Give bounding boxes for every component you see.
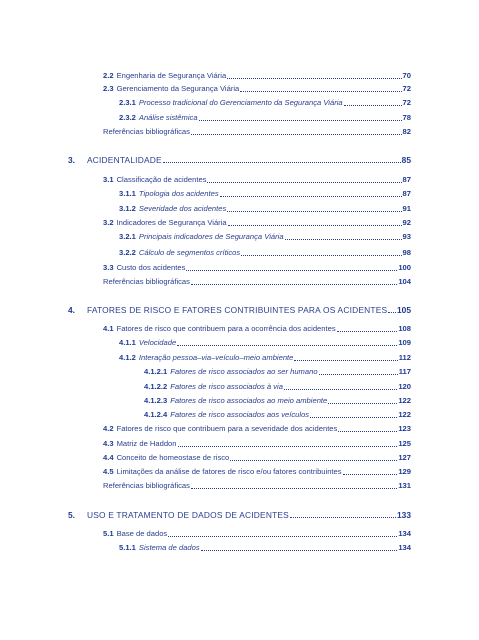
section-number: 4.1.2.2: [144, 382, 168, 391]
section-title: USO E TRATAMENTO DE DADOS DE ACIDENTES: [87, 510, 289, 520]
section-title: Matriz de Haddon: [116, 439, 177, 448]
section-title: Indicadores de Segurança Viária: [116, 218, 227, 227]
dot-leader: [163, 161, 401, 163]
toc-entry[interactable]: [144, 396, 411, 406]
toc-entry[interactable]: [119, 113, 411, 123]
toc-entry[interactable]: [103, 453, 411, 463]
dot-leader: [338, 430, 397, 432]
chapter-number: 5.: [68, 510, 75, 520]
toc-entry[interactable]: [103, 84, 411, 94]
dot-leader: [220, 195, 402, 197]
section-title: Cálculo de segmentos críticos: [138, 248, 241, 257]
section-title: Velocidade: [138, 338, 177, 347]
dot-leader: [199, 119, 402, 121]
toc-entry[interactable]: [119, 98, 411, 108]
dot-leader: [201, 549, 398, 551]
dot-leader: [290, 516, 396, 518]
toc-entry[interactable]: [103, 218, 411, 228]
page-number: 100: [398, 263, 411, 272]
section-title: Custo dos acidentes: [116, 263, 186, 272]
toc-entry[interactable]: [103, 529, 411, 539]
toc-entry[interactable]: [103, 439, 411, 449]
section-title: FATORES DE RISCO E FATORES CONTRIBUINTES PARA OS ACIDENTES: [87, 305, 388, 315]
dot-leader: [191, 283, 397, 285]
section-number: 5.1: [103, 529, 114, 538]
toc-chapter-entry[interactable]: [68, 305, 411, 315]
section-title: Fatores de risco que contribuem para a ocorrência dos acidentes: [116, 324, 336, 333]
toc-entry[interactable]: [119, 338, 411, 348]
page-number: 127: [398, 453, 411, 462]
toc-entry[interactable]: [119, 353, 411, 363]
page-number: 72: [402, 84, 411, 93]
dot-leader: [191, 487, 397, 489]
section-title: ACIDENTALIDADE: [87, 155, 162, 165]
section-title: Base de dados: [116, 529, 168, 538]
dot-leader: [230, 459, 397, 461]
toc-entry[interactable]: [103, 481, 411, 491]
section-number: 3.2.2: [119, 248, 136, 257]
section-number: 4.1.2.4: [144, 410, 168, 419]
section-title: Gerenciamento da Segurança Viária: [116, 84, 240, 93]
page-number: 109: [398, 338, 411, 347]
page-number: 125: [398, 439, 411, 448]
section-title: Fatores de risco associados aos veículos: [170, 410, 310, 419]
dot-leader: [177, 344, 397, 346]
section-number: 4.1.2.1: [144, 367, 168, 376]
toc-entry[interactable]: [103, 127, 411, 137]
dot-leader: [344, 104, 402, 106]
dot-leader: [285, 238, 402, 240]
section-title: Limitações da análise de fatores de risco e/ou fatores contribuintes: [116, 467, 342, 476]
dot-leader: [227, 210, 401, 212]
section-title: Fatores de risco associados ao ser humano: [170, 367, 318, 376]
section-number: 2.2: [103, 71, 114, 80]
section-title: Tipologia dos acidentes: [138, 189, 219, 198]
page-number: 134: [398, 543, 411, 552]
section-title: Processo tradicional do Gerenciamento da Segurança Viária: [138, 98, 343, 107]
page-number: 112: [398, 353, 411, 362]
section-number: 4.1: [103, 324, 114, 333]
section-number: 3.1.2: [119, 204, 136, 213]
page-number: 91: [402, 204, 411, 213]
page-number: 78: [402, 113, 411, 122]
section-title: Fatores de risco associados ao meio ambiente: [170, 396, 328, 405]
section-title: Severidade dos acidentes: [138, 204, 227, 213]
section-title: Referências bibliográficas: [103, 127, 190, 136]
page-number: 105: [397, 305, 411, 315]
page-number: 117: [398, 367, 411, 376]
toc-entry[interactable]: [103, 175, 411, 185]
section-title: Fatores de risco associados à via: [170, 382, 283, 391]
section-number: 4.4: [103, 453, 114, 462]
section-number: 4.2: [103, 424, 114, 433]
dot-leader: [178, 445, 398, 447]
page-number: 87: [402, 189, 411, 198]
dot-leader: [240, 90, 401, 92]
chapter-number: 4.: [68, 305, 75, 315]
section-number: 2.3: [103, 84, 114, 93]
toc-entry[interactable]: [144, 410, 411, 420]
dot-leader: [241, 254, 401, 256]
page-number: 123: [398, 424, 411, 433]
section-number: 4.5: [103, 467, 114, 476]
page-number: 134: [398, 529, 411, 538]
page-number: 82: [402, 127, 411, 136]
section-number: 3.3: [103, 263, 114, 272]
section-title: Referências bibliográficas: [103, 277, 190, 286]
section-number: 5.1.1: [119, 543, 136, 552]
page-number: 122: [398, 410, 411, 419]
dot-leader: [227, 77, 401, 79]
toc-entry[interactable]: [103, 424, 411, 434]
page-number: 131: [398, 481, 411, 490]
toc-entry[interactable]: [103, 263, 411, 273]
section-number: 4.1.2: [119, 353, 136, 362]
page-number: 87: [402, 175, 411, 184]
page-number: 85: [401, 155, 411, 165]
section-number: 2.3.1: [119, 98, 136, 107]
dot-leader: [284, 388, 397, 390]
page-number: 92: [402, 218, 411, 227]
toc-entry[interactable]: [103, 71, 411, 81]
toc-entry[interactable]: [119, 543, 411, 553]
dot-leader: [328, 402, 397, 404]
section-title: Conceito de homeostase de risco: [116, 453, 230, 462]
section-number: 4.3: [103, 439, 114, 448]
page-number: 133: [397, 510, 411, 520]
section-title: Interação pessoa–via–veículo–meio ambiente: [138, 353, 294, 362]
section-number: 3.1.1: [119, 189, 136, 198]
section-number: 3.1: [103, 175, 114, 184]
dot-leader: [319, 373, 398, 375]
toc-entry[interactable]: [119, 232, 411, 242]
section-title: Fatores de risco que contribuem para a severidade dos acidentes: [116, 424, 338, 433]
page-number: 122: [398, 396, 411, 405]
toc-entry[interactable]: [119, 189, 411, 199]
toc-entry[interactable]: [103, 277, 411, 287]
section-title: Análise sistêmica: [138, 113, 198, 122]
section-number: 3.2.1: [119, 232, 136, 241]
toc-entry[interactable]: [103, 324, 411, 334]
page-number: 70: [402, 71, 411, 80]
page-number: 72: [402, 98, 411, 107]
section-number: 2.3.2: [119, 113, 136, 122]
dot-leader: [186, 269, 397, 271]
toc-entry[interactable]: [144, 367, 411, 377]
toc-entry[interactable]: [144, 382, 411, 392]
dot-leader: [294, 359, 397, 361]
dot-leader: [388, 311, 396, 313]
dot-leader: [343, 473, 398, 475]
toc-entry[interactable]: [119, 248, 411, 258]
chapter-number: 3.: [68, 155, 75, 165]
page-number: 98: [402, 248, 411, 257]
section-title: Sistema de dados: [138, 543, 200, 552]
section-number: 4.1.2.3: [144, 396, 168, 405]
page-number: 108: [398, 324, 411, 333]
section-title: Referências bibliográficas: [103, 481, 190, 490]
toc-entry[interactable]: [119, 204, 411, 214]
toc-chapter-entry[interactable]: [68, 510, 411, 520]
section-number: 4.1.1: [119, 338, 136, 347]
page-number: 104: [398, 277, 411, 286]
section-title: Principais indicadores de Segurança Viária: [138, 232, 284, 241]
dot-leader: [310, 416, 397, 418]
dot-leader: [228, 224, 402, 226]
section-number: 3.2: [103, 218, 114, 227]
section-title: Engenharia de Segurança Viária: [116, 71, 227, 80]
dot-leader: [168, 535, 397, 537]
dot-leader: [337, 330, 398, 332]
section-title: Classificação de acidentes: [116, 175, 207, 184]
dot-leader: [207, 181, 401, 183]
page-number: 129: [398, 467, 411, 476]
toc-entry[interactable]: [103, 467, 411, 477]
dot-leader: [191, 133, 402, 135]
page-number: 120: [398, 382, 411, 391]
page-number: 93: [402, 232, 411, 241]
toc-chapter-entry[interactable]: [68, 155, 411, 165]
